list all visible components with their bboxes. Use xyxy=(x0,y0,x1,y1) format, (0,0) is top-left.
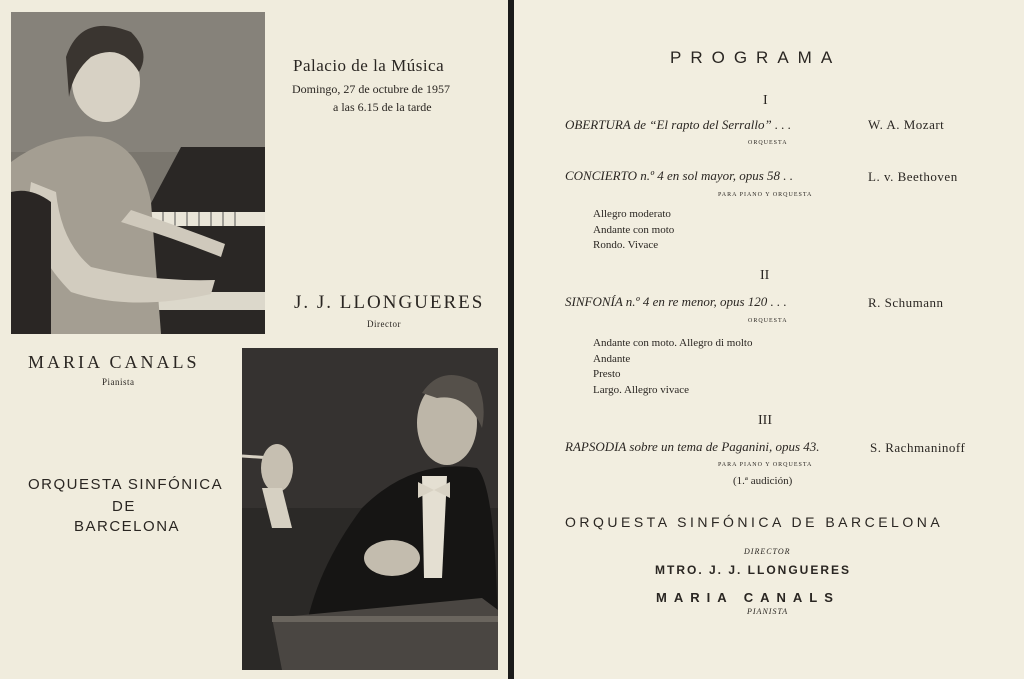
pianist-photo-illustration xyxy=(11,12,265,334)
part-numeral: II xyxy=(760,268,770,283)
pianist-role: Pianista xyxy=(102,377,135,387)
concert-time: a las 6.15 de la tarde xyxy=(333,100,432,114)
director-name: J. J. LLONGUERES xyxy=(294,292,485,313)
work-composer: W. A. Mozart xyxy=(868,117,945,132)
work-title: CONCIERTO n.º 4 en sol mayor, opus 58 . . xyxy=(565,168,794,183)
work-instrumentation: PARA PIANO Y ORQUESTA xyxy=(718,192,813,198)
footer-director-name: MTRO. J. J. LLONGUERES xyxy=(655,563,852,577)
program-title: PROGRAMA xyxy=(670,48,842,67)
work-title: RAPSODIA sobre un tema de Paganini, opus 43. xyxy=(565,439,820,454)
work-composer: L. v. Beethoven xyxy=(868,169,958,184)
footer-pianist-name: MARIA CANALS xyxy=(656,590,840,605)
work-instrumentation: PARA PIANO Y ORQUESTA xyxy=(718,462,813,468)
part-numeral: I xyxy=(763,93,768,108)
orchestra-name-line1: ORQUESTA SINFÓNICA xyxy=(28,476,224,493)
program-listing-page xyxy=(514,0,1024,679)
conductor-photo-illustration xyxy=(242,348,498,670)
pianist-name: MARIA CANALS xyxy=(28,352,200,372)
orchestra-name-line3: BARCELONA xyxy=(74,518,181,535)
orchestra-name-line2: DE xyxy=(112,498,136,515)
orchestra-name: ORQUESTA SINFÓNICA DE BARCELONA xyxy=(565,514,944,530)
work-title: SINFONÍA n.º 4 en re menor, opus 120 . . . xyxy=(565,294,787,309)
conductor-photo xyxy=(242,348,498,670)
movement: Rondo. Vivace xyxy=(593,239,659,251)
work-title: OBERTURA de “El rapto del Serrallo” . . . xyxy=(565,117,792,132)
program-cover-page xyxy=(0,0,508,679)
movement: Allegro moderato xyxy=(593,208,671,220)
movement: Largo. Allegro vivace xyxy=(593,384,690,396)
part-numeral: III xyxy=(758,413,772,428)
premiere-note: (1.ª audición) xyxy=(733,475,793,487)
movement: Andante xyxy=(593,353,631,365)
work-composer: R. Schumann xyxy=(868,295,944,310)
pianist-photo xyxy=(11,12,265,334)
footer-pianist-role: PIANISTA xyxy=(747,607,789,616)
director-role: Director xyxy=(367,319,401,329)
work-instrumentation: ORQUESTA xyxy=(748,318,788,324)
concert-date: Domingo, 27 de octubre de 1957 xyxy=(292,82,450,96)
movement: Andante con moto xyxy=(593,224,675,236)
footer-director-role: DIRECTOR xyxy=(744,547,791,556)
venue-title: Palacio de la Música xyxy=(293,56,445,75)
movement: Presto xyxy=(593,368,621,380)
work-instrumentation: ORQUESTA xyxy=(748,140,788,146)
movement: Andante con moto. Allegro di molto xyxy=(593,337,753,349)
work-composer: S. Rachmaninoff xyxy=(870,440,966,455)
